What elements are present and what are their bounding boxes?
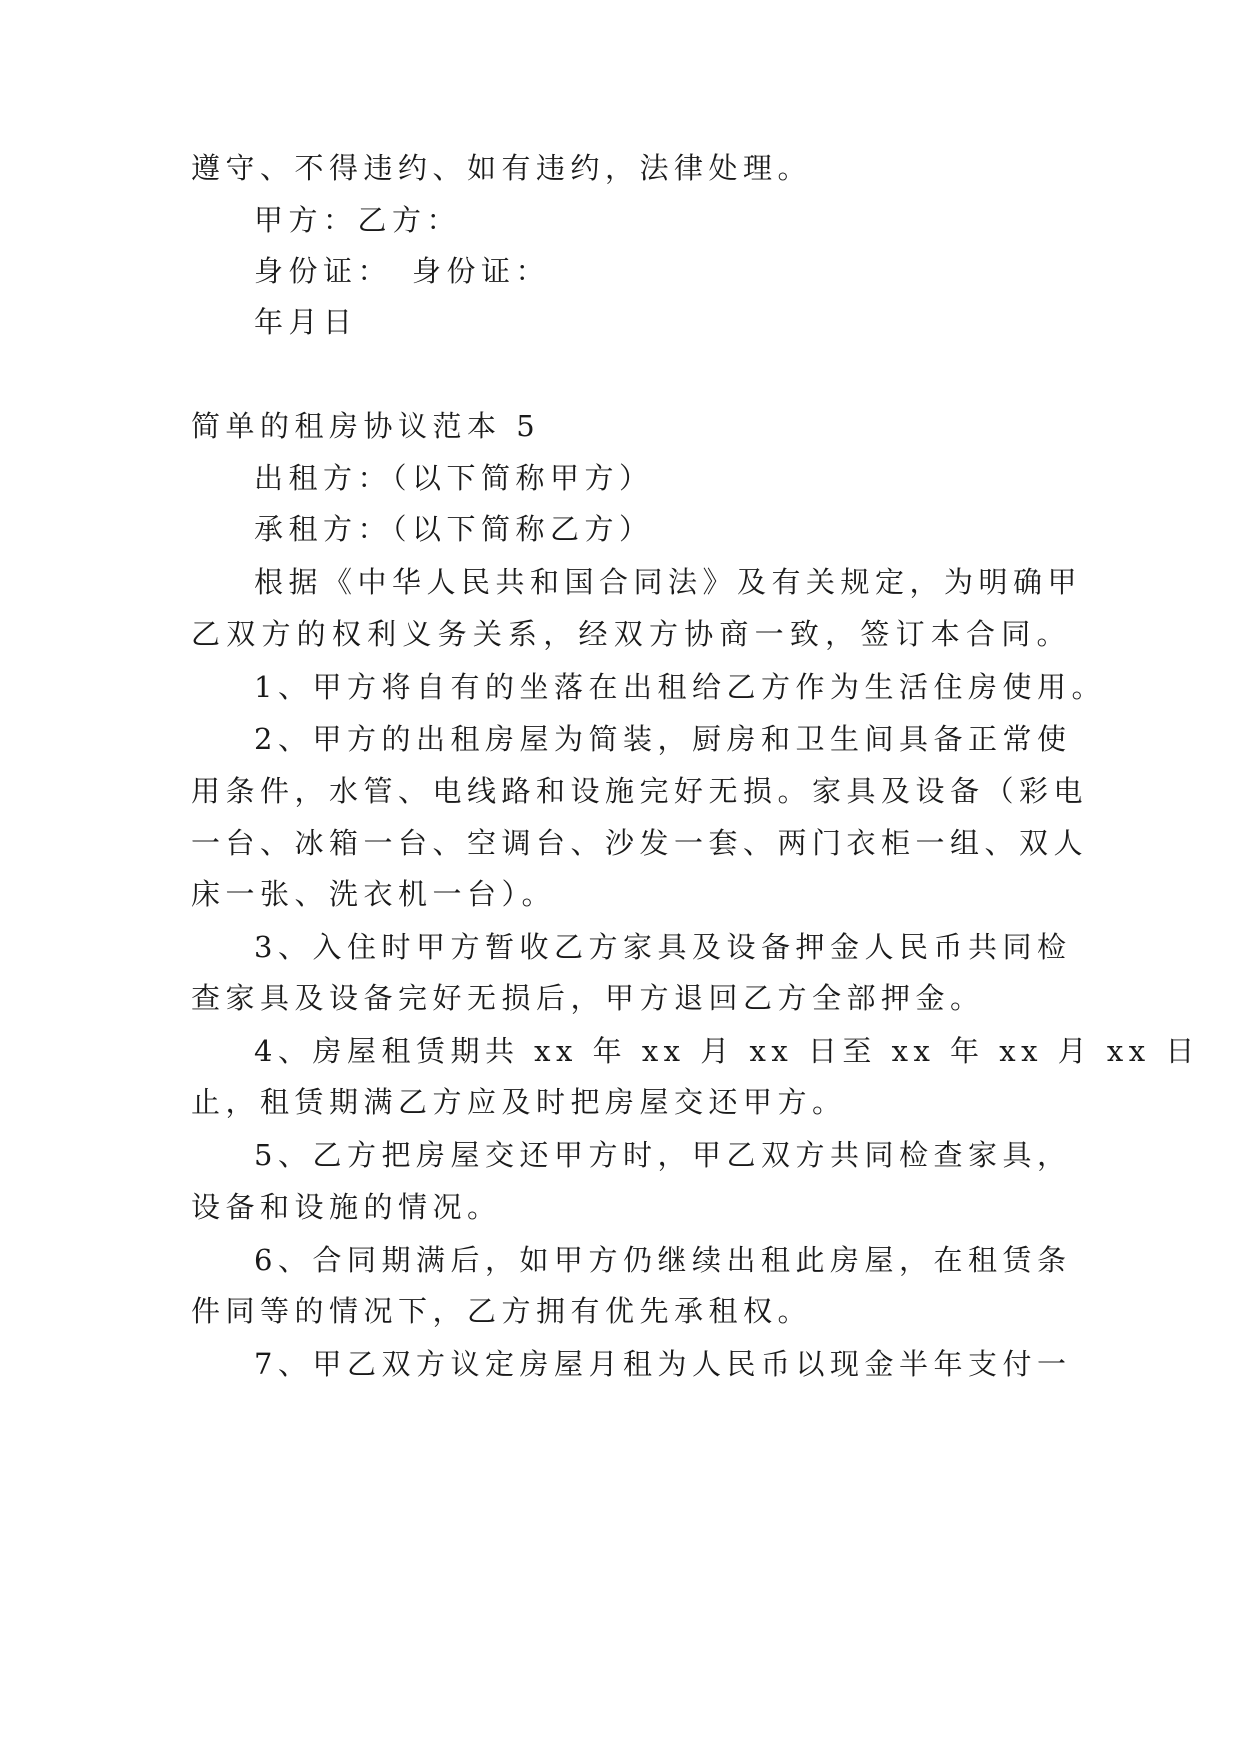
clause-line: 1、甲方将自有的坐落在出租给乙方作为生活住房使用。 [254, 670, 1106, 704]
signature-date-line: 年月日 [254, 305, 358, 339]
clause-line: 床一张、洗衣机一台）。 [191, 877, 557, 911]
lessor-line: 出租方：（以下简称甲方） [254, 461, 654, 495]
signature-id-line: 身份证： 身份证： [254, 254, 551, 288]
clause-line: 止，租赁期满乙方应及时把房屋交还甲方。 [191, 1085, 847, 1119]
clause-line: 5、乙方把房屋交还甲方时，甲乙双方共同检查家具， [254, 1138, 1072, 1172]
clause-line: 7、甲乙双方议定房屋月租为人民币以现金半年支付一 [254, 1347, 1072, 1381]
clause-line: 件同等的情况下，乙方拥有优先承租权。 [191, 1294, 813, 1328]
clause-line: 用条件，水管、电线路和设施完好无损。家具及设备（彩电 [191, 774, 1089, 808]
paragraph-line: 遵守、不得违约、如有违约，法律处理。 [191, 151, 813, 185]
clause-line: 设备和设施的情况。 [191, 1190, 502, 1224]
clause-line: 2、甲方的出租房屋为简装，厨房和卫生间具备正常使 [254, 722, 1072, 756]
clause-line: 查家具及设备完好无损后，甲方退回乙方全部押金。 [191, 981, 985, 1015]
lessee-line: 承租方：（以下简称乙方） [254, 512, 654, 546]
paragraph-line: 根据《中华人民共和国合同法》及有关规定，为明确甲 [254, 565, 1083, 599]
paragraph-line: 乙双方的权利义务关系，经双方协商一致，签订本合同。 [191, 617, 1071, 651]
clause-line: 6、合同期满后，如甲方仍继续出租此房屋，在租赁条 [254, 1243, 1072, 1277]
clause-line: 4、房屋租赁期共 xx 年 xx 月 xx 日至 xx 年 xx 月 xx 日 [254, 1034, 1200, 1068]
clause-line: 3、入住时甲方暂收乙方家具及设备押金人民币共同检 [254, 930, 1072, 964]
clause-line: 一台、冰箱一台、空调台、沙发一套、两门衣柜一组、双人 [191, 826, 1089, 860]
signature-parties-line: 甲方：乙方： [254, 203, 462, 237]
section-title: 简单的租房协议范本 5 [191, 409, 541, 443]
